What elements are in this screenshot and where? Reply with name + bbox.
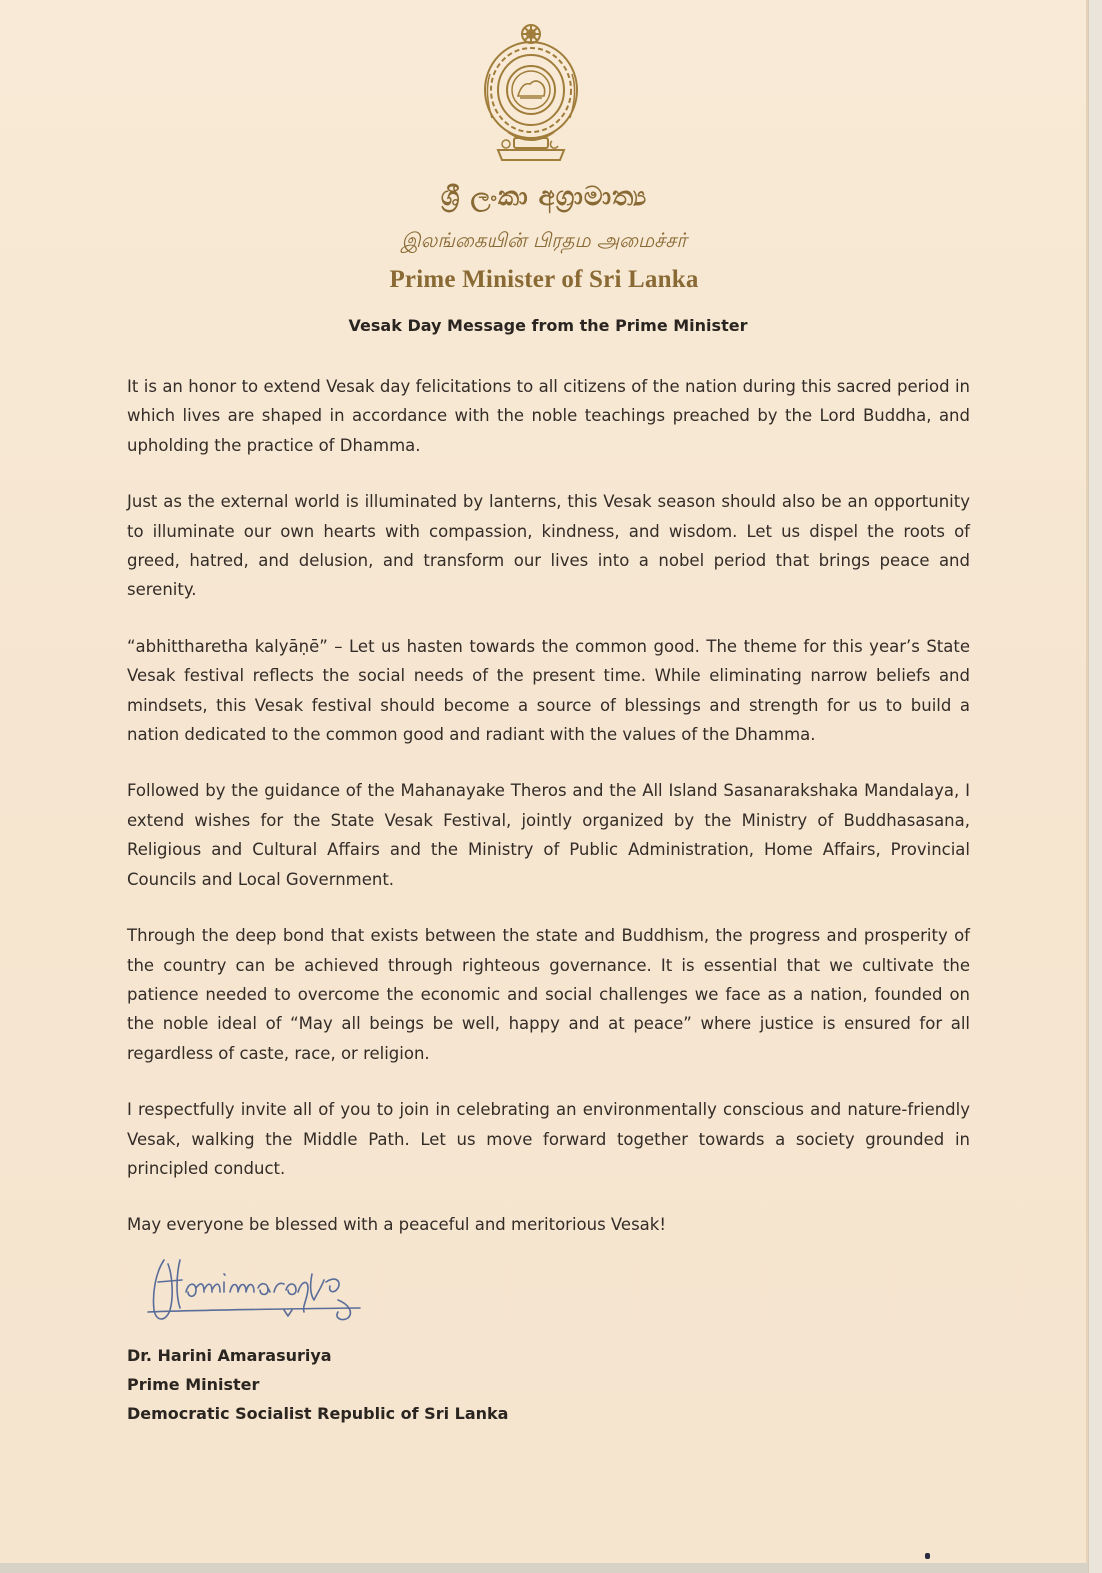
letterhead-title-english: Prime Minister of Sri Lanka [389, 266, 699, 293]
message-body [127, 372, 970, 1240]
paragraph-state-and-buddhism: Through the deep bond that exists between the state and Buddhism, the progress and prosperity of the country can be achieved through righteous governance. It is essential that we cultivate the patience needed to overcome the economic and social challenges we face as a nation, founded on the noble ideal of “May all beings be well, happy and at peace” where justice is ensured for all regardless of caste, race, or religion. [127, 926, 970, 1063]
letterhead-title-sinhala: ශ්‍රී ලංකා අග්‍රාමාත්‍ය [440, 182, 648, 212]
page-edge-bottom [0, 1563, 1088, 1573]
paragraph-felicitations: It is an honor to extend Vesak day felicitations to all citizens of the nation during this sacred period in which lives are shaped in accordance with the noble teachings preached by the Lord Buddha, and upholding the practice of Dhamma. [127, 377, 970, 455]
message-title: Vesak Day Message from the Prime Minister [348, 316, 748, 335]
paragraph-blessing: May everyone be blessed with a peaceful and meritorious Vesak! [127, 1215, 666, 1235]
signatory-country: Democratic Socialist Republic of Sri Lanka [127, 1404, 509, 1423]
ink-speck [925, 1553, 930, 1559]
paragraph-lanterns: Just as the external world is illuminated by lanterns, this Vesak season should also be an opportunity to illuminate our own hearts with compassion, kindness, and wisdom. Let us dispel the roots of greed, hatred, and delusion, and transform our lives into a nobel period that brings peace and serenity. [127, 492, 970, 600]
paragraph-invitation: I respectfully invite all of you to join in celebrating an environmentally conscious and nature-friendly Vesak, walking the Middle Path. Let us move forward together towards a society grounded in principled conduct. [127, 1100, 970, 1178]
state-emblem-icon [478, 22, 584, 164]
signatory-name: Dr. Harini Amarasuriya [127, 1346, 332, 1365]
signatory-block [127, 1341, 508, 1428]
letterhead-title-tamil: இலங்கையின் பிரதம அமைச்சர் [401, 228, 687, 252]
signatory-position: Prime Minister [127, 1375, 260, 1394]
handwritten-signature-icon [138, 1252, 378, 1330]
paragraph-theme: “abhittharetha kalyāṇē” – Let us hasten towards the common good. The theme for this year’s State Vesak festival reflects the social needs of the present time. While eliminating narrow beliefs and mindsets, this Vesak festival should become a source of blessings and strength for us to build a nation dedicated to the common good and radiant with the values of the Dhamma. [127, 636, 970, 745]
page-edge-right [1088, 0, 1102, 1573]
paragraph-guidance: Followed by the guidance of the Mahanayake Theros and the All Island Sasanarakshaka Mandalaya, I extend wishes for the State Vesak Festival, jointly organized by the Ministry of Buddhasasana, Religious and Cultural Affairs and the Ministry of Public Administration, Home Affairs, Provincial Councils and Local Government. [127, 781, 970, 889]
